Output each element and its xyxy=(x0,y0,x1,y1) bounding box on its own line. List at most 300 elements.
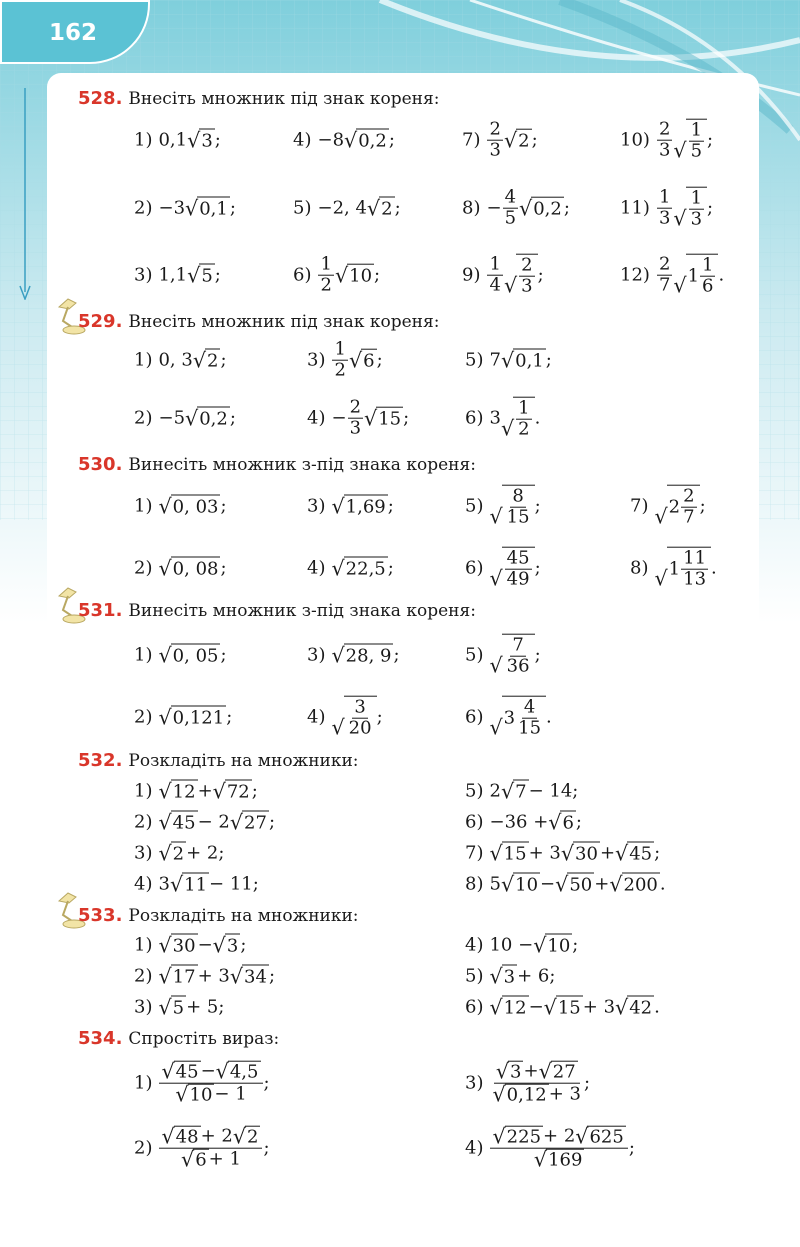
expression xyxy=(630,485,706,528)
radicand-value: 0,12 xyxy=(506,1084,547,1106)
radicand xyxy=(556,996,583,1019)
math-text: − 14; xyxy=(528,780,579,802)
square-root xyxy=(496,1061,524,1083)
item-label: 2) xyxy=(134,811,153,833)
expression xyxy=(134,495,227,518)
radical-sign: √ xyxy=(519,196,533,221)
math-text: + 3 xyxy=(582,996,616,1018)
punctuation: ; xyxy=(220,495,227,517)
whole-part: 1 xyxy=(687,265,700,287)
item-label: 12) xyxy=(620,264,650,286)
radicand xyxy=(502,634,535,677)
radicand xyxy=(573,842,600,865)
exercise-title: Винесіть множник з-під знака кореня: xyxy=(128,601,476,621)
item-label: 1) xyxy=(134,495,153,517)
radicand xyxy=(531,197,564,220)
expression xyxy=(134,129,221,152)
radicand xyxy=(205,349,220,372)
punctuation: ; xyxy=(534,557,541,579)
item-label: 6) xyxy=(465,996,484,1018)
square-root xyxy=(501,780,529,803)
fraction xyxy=(159,1061,262,1106)
item-label: 11) xyxy=(620,197,650,219)
numerator: 1 xyxy=(320,253,332,275)
coefficient: 1,1 xyxy=(158,264,188,286)
radical-sign: √ xyxy=(348,348,363,373)
arrow-down-icon xyxy=(19,88,31,300)
radical-sign: √ xyxy=(158,841,172,866)
square-root xyxy=(158,780,197,803)
item-label: 8) xyxy=(465,873,484,895)
square-root xyxy=(158,934,197,957)
square-root xyxy=(673,254,718,297)
radical-sign: √ xyxy=(331,643,345,668)
item-label: 7) xyxy=(462,129,481,151)
radicand xyxy=(225,934,240,957)
expression xyxy=(134,706,232,729)
radicand-value: 0,2 xyxy=(358,130,387,152)
math-text: ; xyxy=(572,934,579,956)
item-label: 3) xyxy=(134,996,153,1018)
radical-sign: √ xyxy=(609,872,623,897)
square-root xyxy=(548,811,576,834)
square-root xyxy=(489,842,528,865)
radicand-value: 0,2 xyxy=(533,198,562,220)
radicand-value: 0, 08 xyxy=(172,558,219,580)
square-root xyxy=(335,264,374,287)
expression xyxy=(620,187,713,230)
radicand xyxy=(174,1061,201,1083)
radicand xyxy=(197,407,230,430)
square-root xyxy=(561,842,600,865)
radicand xyxy=(344,495,388,518)
square-root xyxy=(161,1061,200,1083)
punctuation: ; xyxy=(534,495,541,517)
punctuation: ; xyxy=(534,644,541,666)
radicand-value: 5 xyxy=(172,997,185,1019)
punctuation: ; xyxy=(220,349,227,371)
expression xyxy=(620,119,713,162)
radical-sign: √ xyxy=(500,416,515,441)
exercise-item xyxy=(465,397,540,440)
item-label: 8) xyxy=(630,557,649,579)
item-label: 6) xyxy=(293,264,312,286)
radicand xyxy=(344,557,388,580)
radicand xyxy=(376,407,403,430)
radicand xyxy=(245,1126,260,1148)
numerator: 1 xyxy=(489,253,501,275)
expression xyxy=(134,996,224,1019)
fraction xyxy=(657,255,672,296)
expression xyxy=(465,811,582,834)
punctuation: ; xyxy=(387,557,394,579)
radical-sign: √ xyxy=(673,273,687,298)
radicand xyxy=(242,965,269,988)
numerator xyxy=(159,1061,262,1084)
radicand xyxy=(502,996,529,1019)
exercise-item xyxy=(307,696,383,739)
radical-sign: √ xyxy=(158,933,172,958)
radical-sign: √ xyxy=(533,1147,548,1172)
coefficient: 0,1 xyxy=(158,129,188,151)
expression xyxy=(307,696,383,739)
denominator: 15 xyxy=(518,717,542,739)
numerator: 11 xyxy=(683,547,707,569)
radicand-value: 10 xyxy=(189,1084,213,1106)
radical-sign: √ xyxy=(500,348,515,373)
radicand-value: 6 xyxy=(363,350,375,372)
radicand xyxy=(379,197,394,220)
exercise-item xyxy=(465,547,541,590)
punctuation: ; xyxy=(376,349,383,371)
expression xyxy=(134,842,224,865)
square-root xyxy=(555,873,594,896)
whole-part: 1 xyxy=(668,558,681,580)
numerator: 1 xyxy=(518,397,530,419)
radicand xyxy=(361,349,376,372)
radicand xyxy=(344,696,377,739)
punctuation: ; xyxy=(531,129,538,151)
square-root xyxy=(193,349,221,372)
square-root xyxy=(615,996,654,1019)
radical-sign: √ xyxy=(158,494,172,519)
radical-sign: √ xyxy=(364,406,378,431)
square-root xyxy=(489,696,546,739)
numerator: 7 xyxy=(512,634,524,656)
punctuation: ; xyxy=(220,557,227,579)
coefficient: −2, 4 xyxy=(317,197,367,219)
radicand xyxy=(502,547,535,590)
radicand-value: 45 xyxy=(629,843,653,865)
item-label: 5) xyxy=(465,644,484,666)
math-text: + xyxy=(599,842,616,864)
item-label: 6) xyxy=(465,407,484,429)
math-text: ; xyxy=(654,842,661,864)
radicand xyxy=(502,485,535,528)
radicand xyxy=(627,996,654,1019)
square-root xyxy=(158,706,226,729)
exercise-heading xyxy=(78,311,439,332)
denominator: 3 xyxy=(690,208,703,230)
exercise-item xyxy=(630,547,717,590)
item-label: 4) xyxy=(465,1137,484,1159)
radicand-value: 225 xyxy=(506,1126,542,1148)
item-label: 2) xyxy=(134,557,153,579)
radical-sign: √ xyxy=(654,504,668,529)
exercise-item xyxy=(462,188,570,229)
denominator: 3 xyxy=(658,207,671,229)
punctuation: ; xyxy=(226,706,233,728)
fraction xyxy=(347,698,374,739)
square-root xyxy=(489,485,534,528)
square-root xyxy=(519,197,564,220)
exercise-item xyxy=(465,485,541,528)
radical-sign: √ xyxy=(187,128,201,153)
square-root xyxy=(489,547,534,590)
expression xyxy=(134,644,227,667)
square-root xyxy=(364,407,403,430)
radicand-value: 27 xyxy=(244,812,267,834)
whole-part: 2 xyxy=(668,496,681,518)
radicand-value: 6 xyxy=(195,1149,207,1171)
item-label: 3) xyxy=(134,842,153,864)
denominator: 5 xyxy=(504,207,517,229)
radicand xyxy=(516,254,537,297)
math-text: ; xyxy=(240,934,247,956)
radicand xyxy=(199,129,214,152)
punctuation: ; xyxy=(545,349,552,371)
item-label: 4) xyxy=(134,873,153,895)
radical-sign: √ xyxy=(344,128,358,153)
item-label: 2) xyxy=(134,407,153,429)
radicand xyxy=(508,1061,523,1083)
radicand xyxy=(686,119,707,162)
numerator: 2 xyxy=(521,254,533,276)
radicand xyxy=(513,780,528,803)
square-root xyxy=(331,557,387,580)
math-text: ; xyxy=(575,811,582,833)
radicand xyxy=(587,1126,625,1148)
punctuation: ; xyxy=(214,129,221,151)
fraction xyxy=(490,1061,583,1106)
square-root xyxy=(158,557,220,580)
radicand-value: 0,121 xyxy=(172,707,225,729)
exercise-number: 532. xyxy=(78,750,123,771)
denominator: 7 xyxy=(683,506,695,528)
item-label: 6) xyxy=(465,557,484,579)
exercise-heading xyxy=(78,88,439,109)
expression xyxy=(307,340,383,381)
radicand xyxy=(502,842,529,865)
radicand-value: 5 xyxy=(201,265,213,287)
math-text: + 2; xyxy=(186,842,225,864)
expression xyxy=(293,197,401,220)
radical-sign: √ xyxy=(187,263,201,288)
radicand xyxy=(545,934,572,957)
radicand xyxy=(516,129,531,152)
fraction xyxy=(505,487,532,528)
item-label: 7) xyxy=(630,495,649,517)
exercise-item xyxy=(134,811,275,834)
radicand-value: 7 xyxy=(515,781,527,803)
square-root xyxy=(158,644,220,667)
radicand-value: 1,69 xyxy=(345,496,386,518)
radical-sign: √ xyxy=(654,566,668,591)
fraction xyxy=(503,188,518,229)
denominator: 5 xyxy=(690,140,703,162)
radicand xyxy=(356,129,389,152)
radical-sign: √ xyxy=(560,841,575,866)
item-label: 5) xyxy=(465,780,484,802)
expression xyxy=(293,129,395,152)
exercise-item xyxy=(134,264,221,287)
radicand xyxy=(513,397,534,440)
square-root xyxy=(170,873,209,896)
square-root xyxy=(181,1149,209,1171)
numerator: 45 xyxy=(506,547,530,569)
punctuation: ; xyxy=(263,1137,270,1159)
expression xyxy=(465,934,578,957)
punctuation: ; xyxy=(388,129,395,151)
square-root xyxy=(673,119,707,162)
radical-sign: √ xyxy=(161,1059,175,1084)
punctuation: ; xyxy=(374,264,381,286)
expression xyxy=(462,188,570,229)
radical-sign: √ xyxy=(673,138,687,163)
radicand-value: 50 xyxy=(569,874,593,896)
square-root xyxy=(492,1084,548,1106)
expression xyxy=(465,996,660,1019)
square-root xyxy=(533,934,572,957)
expression xyxy=(465,696,552,739)
radicand-value: 12 xyxy=(172,781,196,803)
radicand xyxy=(242,811,269,834)
exercise-heading xyxy=(78,905,359,926)
radical-sign: √ xyxy=(492,1124,506,1149)
radical-sign: √ xyxy=(331,715,345,740)
square-root xyxy=(654,485,699,528)
item-label: 6) xyxy=(465,706,484,728)
radicand xyxy=(567,873,594,896)
math-text: − 11; xyxy=(209,873,259,895)
item-label: 6) xyxy=(465,811,484,833)
exercise-item xyxy=(134,842,224,865)
exercise-item xyxy=(293,197,401,220)
item-label: 3) xyxy=(307,349,326,371)
square-root xyxy=(158,495,220,518)
item-label: 5) xyxy=(465,965,484,987)
exercise-item xyxy=(465,1126,635,1171)
item-label: 1) xyxy=(134,644,153,666)
square-root xyxy=(489,634,534,677)
radicand-value: 45 xyxy=(172,812,196,834)
radical-sign: √ xyxy=(158,964,172,989)
radicand xyxy=(686,254,719,297)
radical-sign: √ xyxy=(192,348,207,373)
denominator xyxy=(173,1084,248,1106)
fraction xyxy=(505,549,532,590)
expression xyxy=(630,547,717,590)
denominator: 36 xyxy=(506,655,530,677)
fraction xyxy=(657,120,672,161)
fraction xyxy=(490,1126,627,1171)
radicand xyxy=(197,197,230,220)
exercise-title: Внесіть множник під знак кореня: xyxy=(128,89,440,109)
radical-sign: √ xyxy=(158,779,172,804)
item-label: 1) xyxy=(134,129,153,151)
radicand xyxy=(502,696,546,739)
exercise-item xyxy=(134,1061,270,1106)
math-text: + 3 xyxy=(548,1083,582,1105)
radicand-value: 17 xyxy=(172,966,196,988)
radical-sign: √ xyxy=(575,1124,589,1149)
expression xyxy=(465,780,578,803)
denominator: 3 xyxy=(521,275,533,297)
square-root xyxy=(544,996,583,1019)
math-text: −36 + xyxy=(489,811,549,833)
fraction xyxy=(487,120,502,161)
square-root xyxy=(654,547,711,590)
radical-sign: √ xyxy=(533,933,547,958)
fraction xyxy=(700,256,715,297)
radicand-value: 15 xyxy=(378,408,402,430)
radical-sign: √ xyxy=(543,995,557,1020)
square-root xyxy=(158,842,186,865)
expression xyxy=(465,397,540,440)
math-text: ; xyxy=(268,965,276,987)
radical-sign: √ xyxy=(495,1059,510,1084)
radical-sign: √ xyxy=(503,273,518,298)
coefficient: 7 xyxy=(489,349,501,371)
exercise-item xyxy=(134,557,227,580)
math-text: − 1 xyxy=(214,1083,247,1105)
radicand xyxy=(667,547,711,590)
radicand-value: 2 xyxy=(207,350,219,372)
expression xyxy=(134,197,236,220)
radicand-value: 10 xyxy=(547,935,571,957)
radical-sign: √ xyxy=(232,1124,247,1149)
radicand-value: 42 xyxy=(629,997,653,1019)
fraction xyxy=(657,188,672,229)
square-root xyxy=(489,965,517,988)
item-label: 1) xyxy=(134,934,153,956)
punctuation: ; xyxy=(376,706,383,728)
minus-sign: − xyxy=(486,197,502,219)
radical-sign: √ xyxy=(548,810,562,835)
radicand-value: 2 xyxy=(518,130,530,152)
coefficient: 3 xyxy=(489,407,501,429)
radical-sign: √ xyxy=(489,653,503,678)
radicand xyxy=(513,873,540,896)
math-text: + 2 xyxy=(543,1125,576,1147)
exercise-item xyxy=(462,254,544,297)
radical-sign: √ xyxy=(212,933,226,958)
item-label: 8) xyxy=(462,197,481,219)
math-text: + 2 xyxy=(200,1125,233,1147)
math-text: + 3 xyxy=(528,842,561,864)
minus-sign: − xyxy=(331,407,347,429)
radical-sign: √ xyxy=(158,705,172,730)
exercise-item xyxy=(465,996,660,1019)
radicand-value: 2 xyxy=(381,198,393,220)
square-root xyxy=(501,349,546,372)
numerator: 3 xyxy=(354,696,366,718)
radicand xyxy=(171,811,198,834)
radicand xyxy=(171,842,186,865)
exercise-item xyxy=(134,996,224,1019)
square-root xyxy=(161,1126,200,1148)
item-label: 4) xyxy=(307,407,326,429)
exercise-item xyxy=(134,495,227,518)
denominator xyxy=(532,1149,587,1171)
exercise-title: Розкладіть на множники: xyxy=(128,906,359,926)
radicand-value: 0,1 xyxy=(515,350,544,372)
square-root xyxy=(175,1084,214,1106)
denominator: 3 xyxy=(349,417,362,439)
expression xyxy=(465,842,660,865)
square-root xyxy=(575,1126,626,1148)
square-root xyxy=(230,811,269,834)
radicand xyxy=(171,780,198,803)
radicand xyxy=(560,811,575,834)
expression xyxy=(465,965,555,988)
radical-sign: √ xyxy=(673,206,687,231)
radical-sign: √ xyxy=(158,556,172,581)
punctuation: . xyxy=(534,407,541,429)
fraction xyxy=(681,487,696,528)
math-text: + xyxy=(594,873,610,895)
radicand-value: 3 xyxy=(226,935,239,957)
